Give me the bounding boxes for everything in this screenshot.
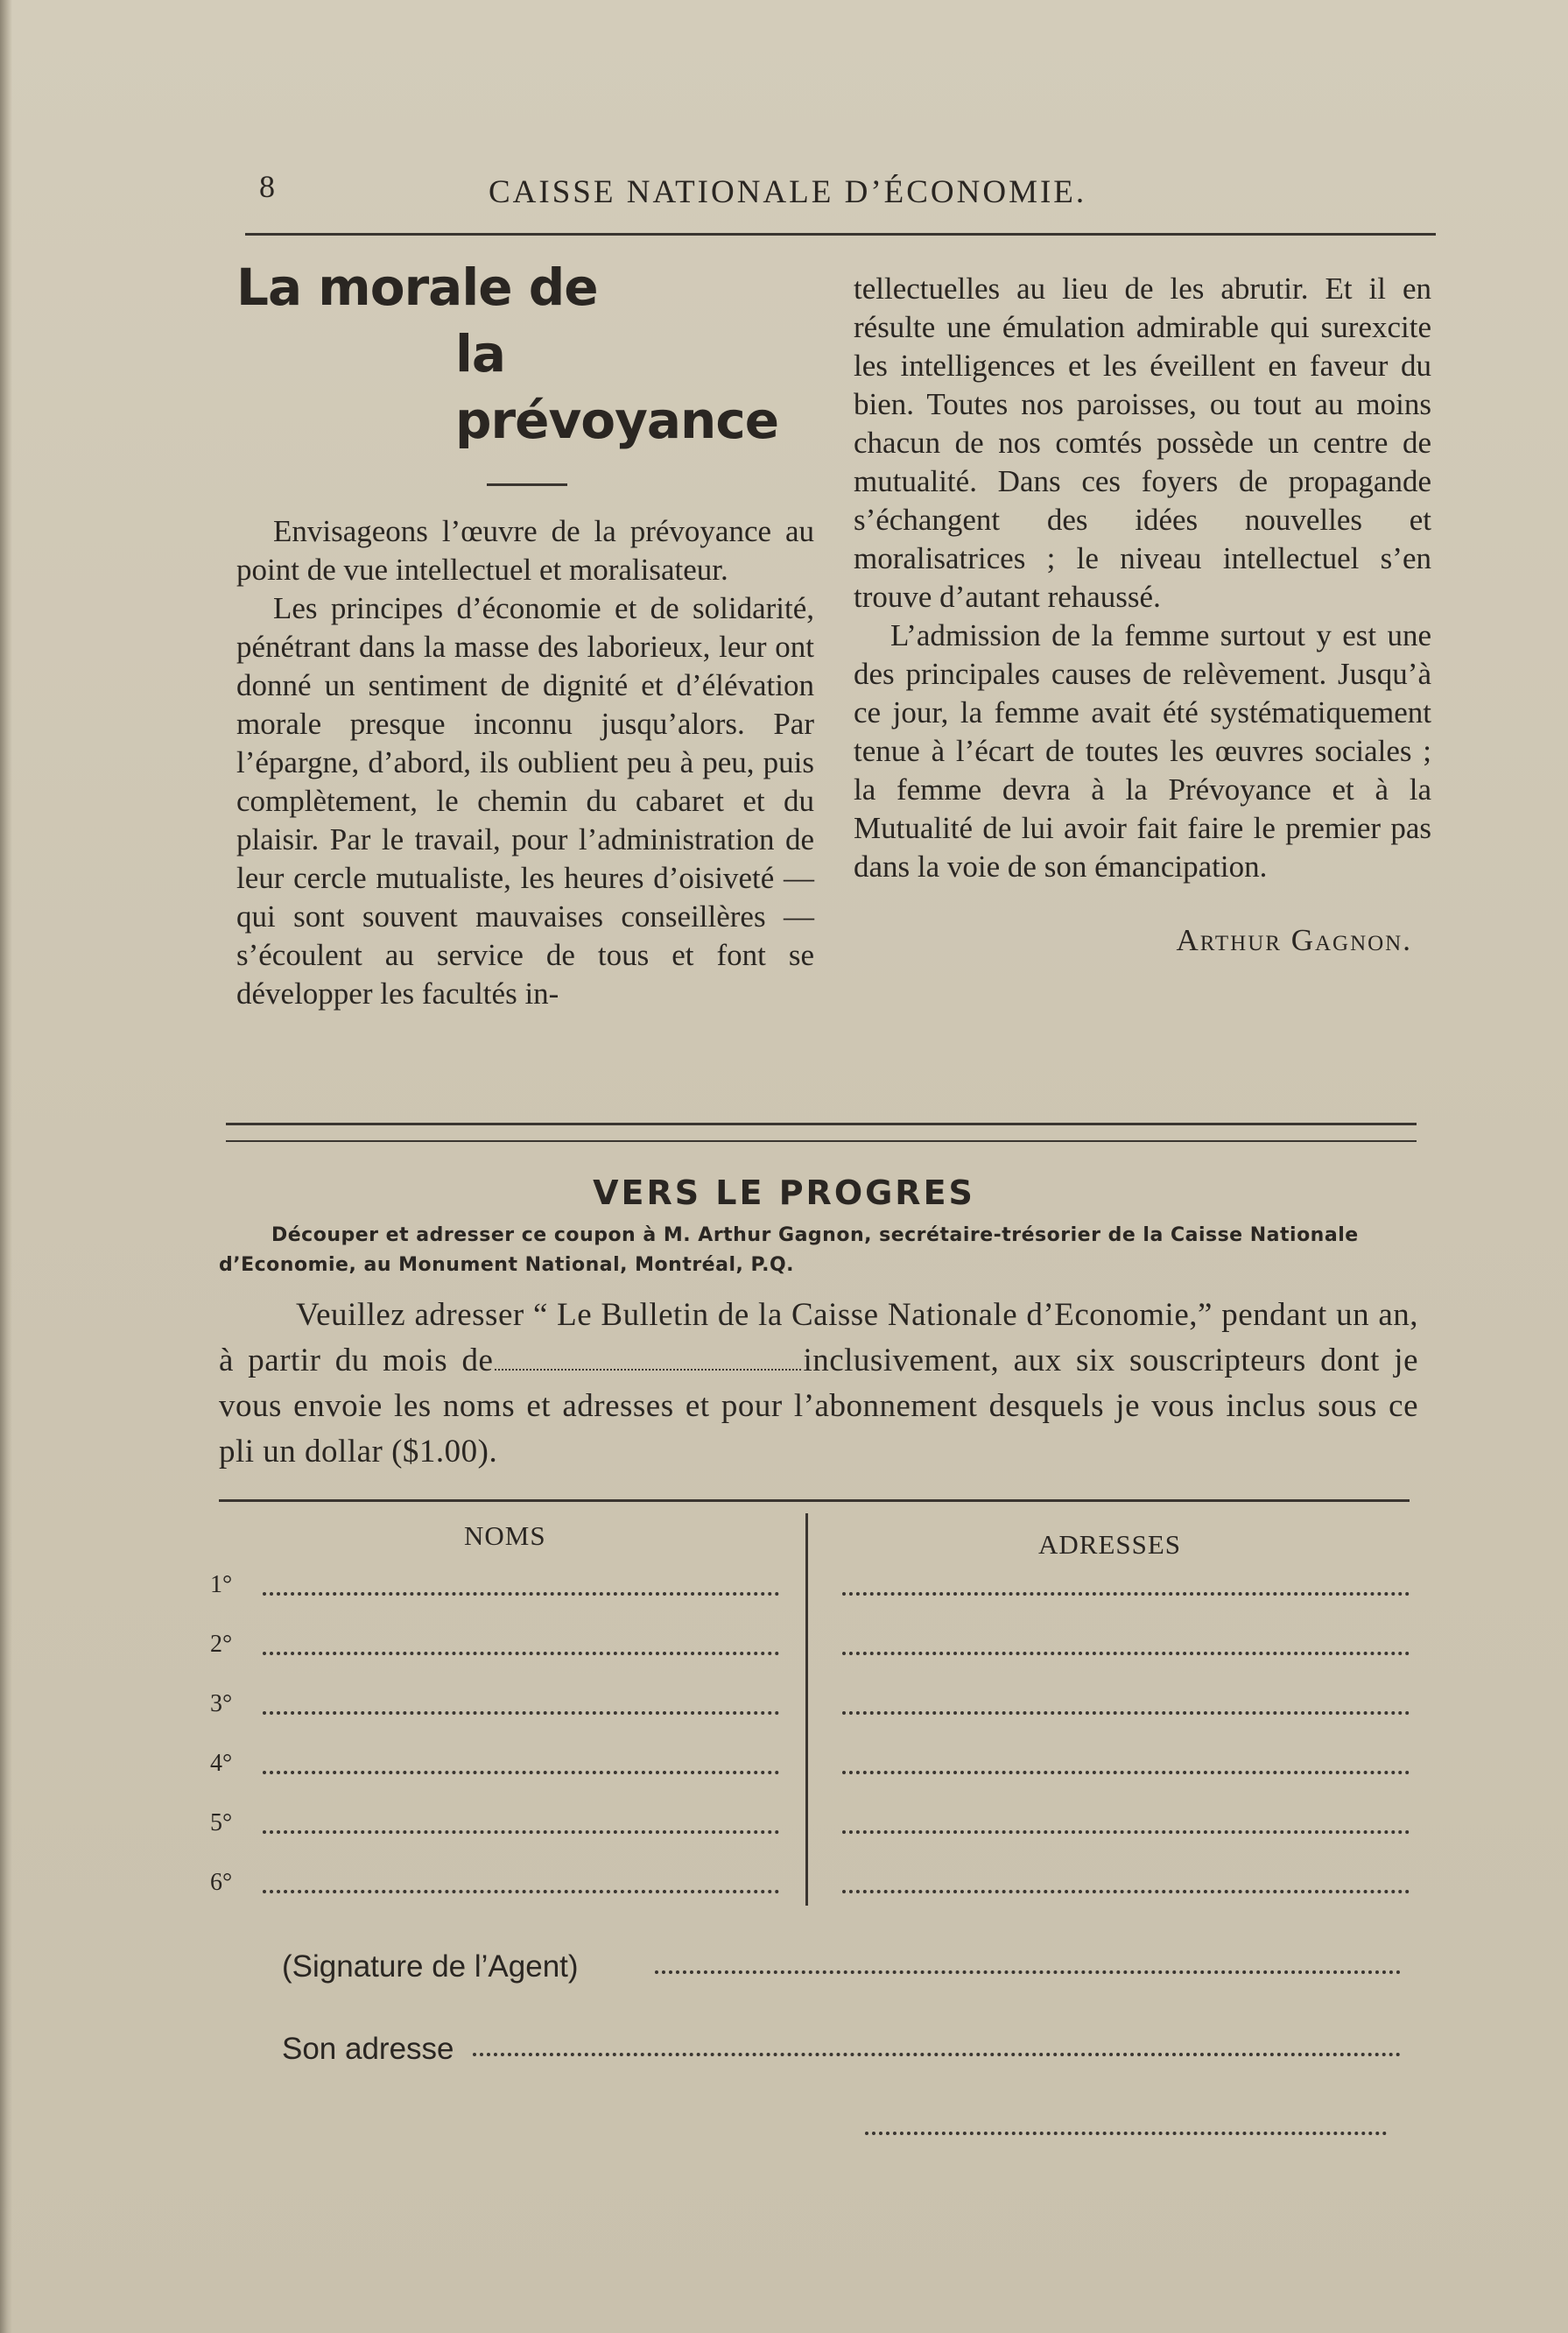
list-item xyxy=(210,1571,1418,1606)
agent-address-label: Son adresse xyxy=(282,2032,454,2066)
coupon-text-end: inclusivement, aux six souscripteurs dont je vous envoie les noms et adresses et pour l’abonnement desquels je vous inclus sous ce pli un dollar ($1.00). xyxy=(219,1343,1418,1470)
page-header xyxy=(245,168,1436,221)
article-end-rule-1 xyxy=(226,1123,1417,1125)
agent-address-fill-line-2[interactable] xyxy=(865,2132,1387,2135)
list-item xyxy=(210,1631,1418,1666)
name-fill-line[interactable] xyxy=(263,1592,779,1596)
title-rule xyxy=(487,483,567,486)
list-item xyxy=(210,1869,1418,1904)
address-fill-line[interactable] xyxy=(842,1830,1410,1834)
name-fill-line[interactable] xyxy=(263,1830,779,1834)
column-header-names: NOMS xyxy=(464,1520,546,1551)
name-fill-line[interactable] xyxy=(263,1652,779,1655)
coupon-table-top-rule xyxy=(219,1499,1410,1502)
agent-signature-label: (Signature de l’Agent) xyxy=(282,1949,579,1984)
row-number: 4° xyxy=(210,1750,233,1777)
address-fill-line[interactable] xyxy=(842,1890,1410,1893)
article-paragraph-2-continued: tellectuelles au lieu de les abrutir. Et il en résulte une émulation admirable qui surexcite les intelligences et les éveillent en faveur du bien. Toutes nos paroisses, ou tout au moins chacun de nos comtés possède un centre de mutualité. Dans ces foyers de propagande s’échangent des idées nouvelles et moralisatrices ; le niveau intellectuel s’en trouve d’autant rehaussé. xyxy=(854,271,1431,614)
article-end-rule-2 xyxy=(226,1140,1417,1142)
article-title xyxy=(236,254,814,454)
header-rule xyxy=(245,233,1436,236)
coupon-text xyxy=(219,1293,1418,1475)
article-right-column xyxy=(854,270,1431,960)
coupon-title: VERS LE PROGRES xyxy=(593,1174,975,1212)
address-fill-line[interactable] xyxy=(842,1592,1410,1596)
name-fill-line[interactable] xyxy=(263,1711,779,1715)
name-fill-line[interactable] xyxy=(263,1890,779,1893)
running-title: CAISSE NATIONALE D’ÉCONOMIE. xyxy=(489,174,1087,210)
page-number: 8 xyxy=(259,169,275,204)
article-paragraph-2: Les principes d’économie et de solidarité, pénétrant dans la masse des laborieux, leur ont donné un sentiment de dignité et d’élévation morale presque inconnu jusqu’alors. Par l’épargne, d’abord, ils oublient peu à peu, puis complètement, le chemin du cabaret et du plaisir. Par le travail, pour l’administration de leur cercle mutualiste, les heures d’oisiveté — qui sont souvent mauvaises conseillères — s’écoulent au service de tous et font se développer les facultés in- xyxy=(236,591,814,1011)
article-title-line1: La morale de xyxy=(236,257,598,317)
article-signature: Arthur Gagnon. xyxy=(1176,923,1412,957)
row-number: 2° xyxy=(210,1631,233,1658)
agent-signature-fill-line[interactable] xyxy=(655,1970,1401,1974)
address-fill-line[interactable] xyxy=(842,1771,1410,1774)
article-paragraph-1: Envisageons l’œuvre de la prévoyance au point de vue intellectuel et moralisateur. xyxy=(236,514,814,587)
row-number: 5° xyxy=(210,1809,233,1836)
agent-address-fill-line[interactable] xyxy=(473,2053,1401,2056)
name-fill-line[interactable] xyxy=(263,1771,779,1774)
row-number: 6° xyxy=(210,1869,233,1896)
column-header-addresses: ADRESSES xyxy=(1038,1529,1182,1560)
list-item xyxy=(210,1809,1418,1844)
row-number: 1° xyxy=(210,1571,233,1598)
coupon-text-start: Veuillez adresser “ Le Bulletin de la Caisse Nationale d’Economie,” pendant un an, à partir du mois de xyxy=(219,1297,1418,1378)
address-fill-line[interactable] xyxy=(842,1652,1410,1655)
coupon-instructions-line1: Découper et adresser ce coupon à M. Arthur Gagnon, secrétaire-trésorier de la Caisse Nationale xyxy=(271,1224,1359,1246)
row-number: 3° xyxy=(210,1690,233,1717)
list-item xyxy=(210,1750,1418,1785)
month-fill-line[interactable] xyxy=(495,1360,801,1371)
coupon-instructions xyxy=(219,1221,1427,1280)
list-item xyxy=(210,1690,1418,1725)
page-edge xyxy=(0,0,12,2333)
article-title-line2: la prévoyance xyxy=(455,324,779,450)
address-fill-line[interactable] xyxy=(842,1711,1410,1715)
coupon-instructions-line2: d’Economie, au Monument National, Montréal, P.Q. xyxy=(219,1254,795,1276)
article-paragraph-3: L’admission de la femme surtout y est une des principales causes de relèvement. Jusqu’à ce jour, la femme avait été systématiquement tenue à l’écart de toutes les œuvres sociales ; la femme devra à la Prévoyance et à la Mutualité de lui avoir fait faire le premier pas dans la voie de son émancipation. xyxy=(854,618,1431,884)
article-left-column xyxy=(236,254,814,1013)
